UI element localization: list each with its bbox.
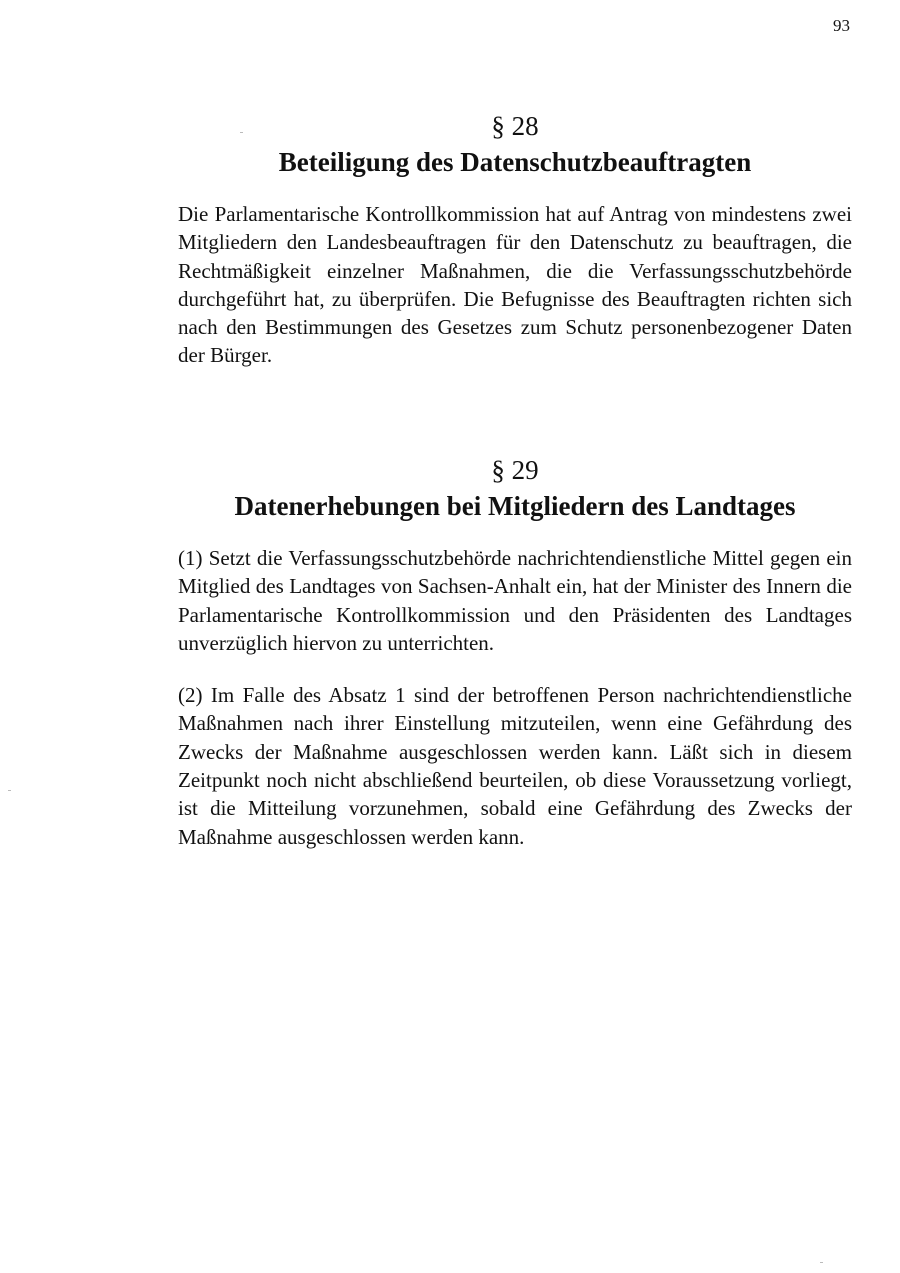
section-title: Beteiligung des Datenschutzbeauftragten (278, 147, 752, 177)
scan-speck (8, 790, 11, 791)
scan-speck (820, 1262, 823, 1263)
section-paragraph: (2) Im Falle des Absatz 1 sind der betroffenen Person nachrichtendienstliche Maßnahmen nach ihrer Einstellung mitzuteilen, wenn eine Gefährdung des Zwecks der Maßnahme ausgeschlossen werden kann. Läßt sich in diesem Zeitpunkt noch nicht abschließend beurteilen, ob diese Voraussetzung vorliegt, ist die Mitteilung vorzunehmen, sobald eine Gefährdung des Zwecks der Maßnahme ausgeschlossen werden kann. (178, 683, 852, 849)
scan-speck (240, 132, 243, 133)
section-paragraph: (1) Setzt die Verfassungsschutzbehörde nachrichtendienstliche Mittel gegen ein Mitglied des Landtages von Sachsen-Anhalt ein, hat der Minister des Innern die Parlamentarische Kontrollkommission und den Präsidenten des Landtages unverzüglich hiervon zu unterrichten. (178, 546, 852, 655)
section-29 (178, 452, 852, 851)
section-paragraph: Die Parlamentarische Kontrollkommission hat auf Antrag von mindestens zwei Mitgliedern den Landesbeauftragen für den Datenschutz zu beauftragen, die Rechtmäßigkeit einzelner Maßnahmen, die die Verfassungsschutzbehörde durchgeführt hat, zu überprüfen. Die Befugnisse des Beauftragten richten sich nach den Bestimmungen des Gesetzes zum Schutz personenbezogener Daten der Bürger. (178, 202, 852, 368)
page-number: 93 (833, 16, 850, 35)
section-28 (178, 108, 852, 370)
section-mark: § 28 (491, 111, 539, 141)
section-mark: § 29 (491, 455, 539, 485)
section-title: Datenerhebungen bei Mitgliedern des Landtages (234, 491, 796, 521)
